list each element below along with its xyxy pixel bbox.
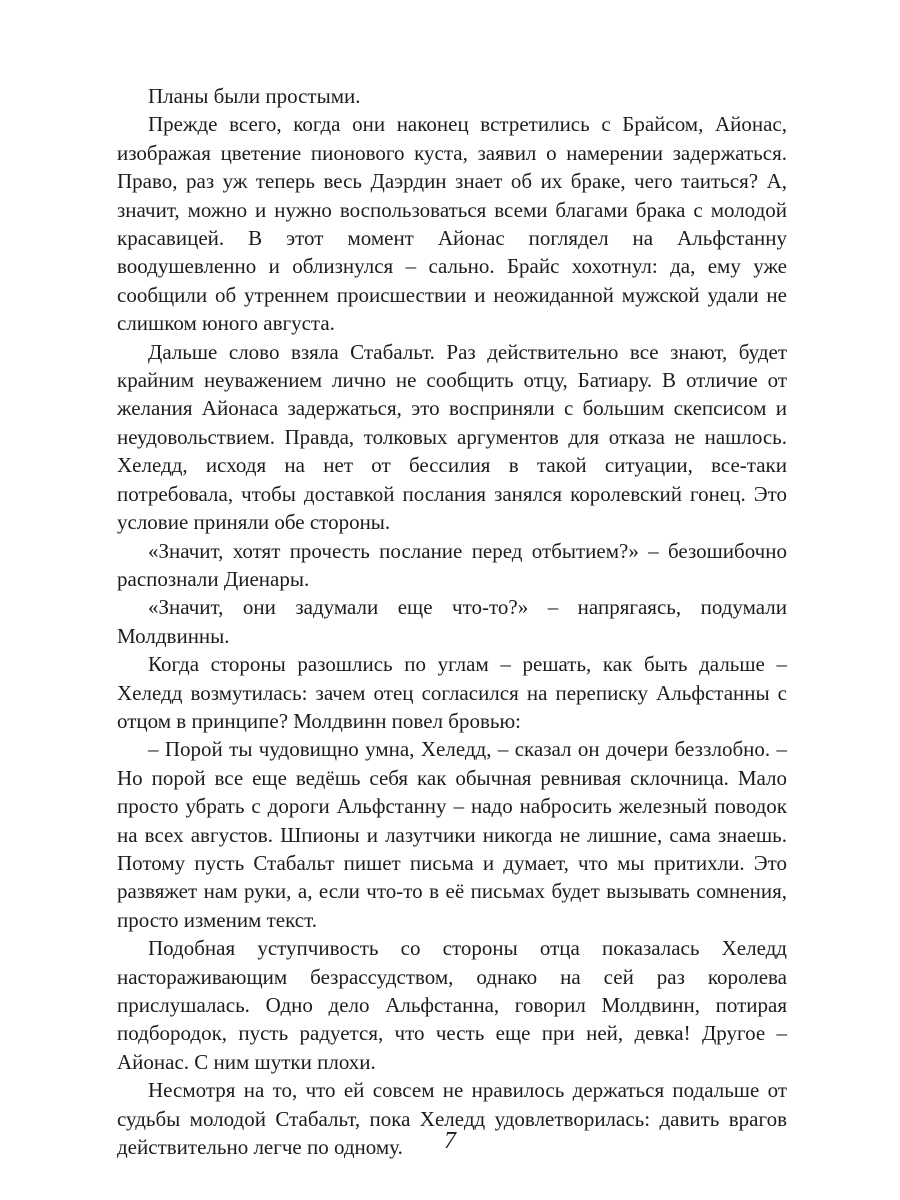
page-number: 7 [444, 1128, 456, 1154]
paragraph-4: «Значит, хотят прочесть послание перед отбытием?» – безошибочно распознали Диенары. [117, 538, 787, 591]
paragraph-3: Дальше слово взяла Стабальт. Раз действительно все знают, будет крайним неуважением лично не сообщить отцу, Батиару. В отличие от желания Айонаса задержаться, это восприняли с большим скепсисом и неудовольствием. Правда, толковых аргументов для отказа не нашлось. Хеледд, исходя на нет от бессилия в такой ситуации, все-таки потребовала, чтобы доставкой послания занялся королевский гонец. Это условие приняли обе стороны. [117, 339, 787, 535]
paragraph-2: Прежде всего, когда они наконец встретились с Брайсом, Айонас, изображая цветение пионового куста, заявил о намерении задержаться. Право, раз уж теперь весь Даэрдин знает об их браке, чего таиться? А, значит, можно и нужно воспользоваться всеми благами брака с молодой красавицей. В этот момент Айонас поглядел на Альфстанну воодушевленно и облизнулся – сально. Брайс хохотнул: да, ему уже сообщили об утреннем происшествии и неожиданной мужской удали не слишком юного августа. [117, 112, 787, 336]
paragraph-5: «Значит, они задумали еще что-то?» – напрягаясь, подумали Молдвинны. [117, 595, 787, 648]
paragraph-9: Несмотря на то, что ей совсем не нравилось держаться подальше от судьбы молодой Стабальт, пока Хеледд удовлетворилась: давить врагов действительно легче по одному. [117, 1078, 787, 1160]
paragraph-6: Когда стороны разошлись по углам – решать, как быть дальше – Хеледд возмутилась: зачем отец согласился на переписку Альфстанны с отцом в принципе? Молдвинн повел бровью: [117, 652, 787, 733]
body-text [117, 82, 787, 1161]
paragraph-8: Подобная уступчивость со стороны отца показалась Хеледд настораживающим безрассудством, однако на сей раз королева прислушалась. Одно дело Альфстанна, говорил Молдвинн, потирая подбородок, пусть радуется, что честь еще при ней, девка! Другое – Айонас. С ним шутки плохи. [117, 936, 787, 1074]
paragraph-1: Планы были простыми. [148, 84, 361, 108]
paragraph-7: – Порой ты чудовищно умна, Хеледд, – сказал он дочери беззлобно. – Но порой все еще ведёшь себя как обычная ревнивая склочница. Мало просто убрать с дороги Альфстанну – надо набросить железный поводок на всех августов. Шпионы и лазутчики никогда не лишние, сама знаешь. Потому пусть Стабальт пишет письма и думает, что мы притихли. Это развяжет нам руки, а, если что-то в её письмах будет вызывать сомнения, просто изменим текст. [117, 737, 787, 932]
